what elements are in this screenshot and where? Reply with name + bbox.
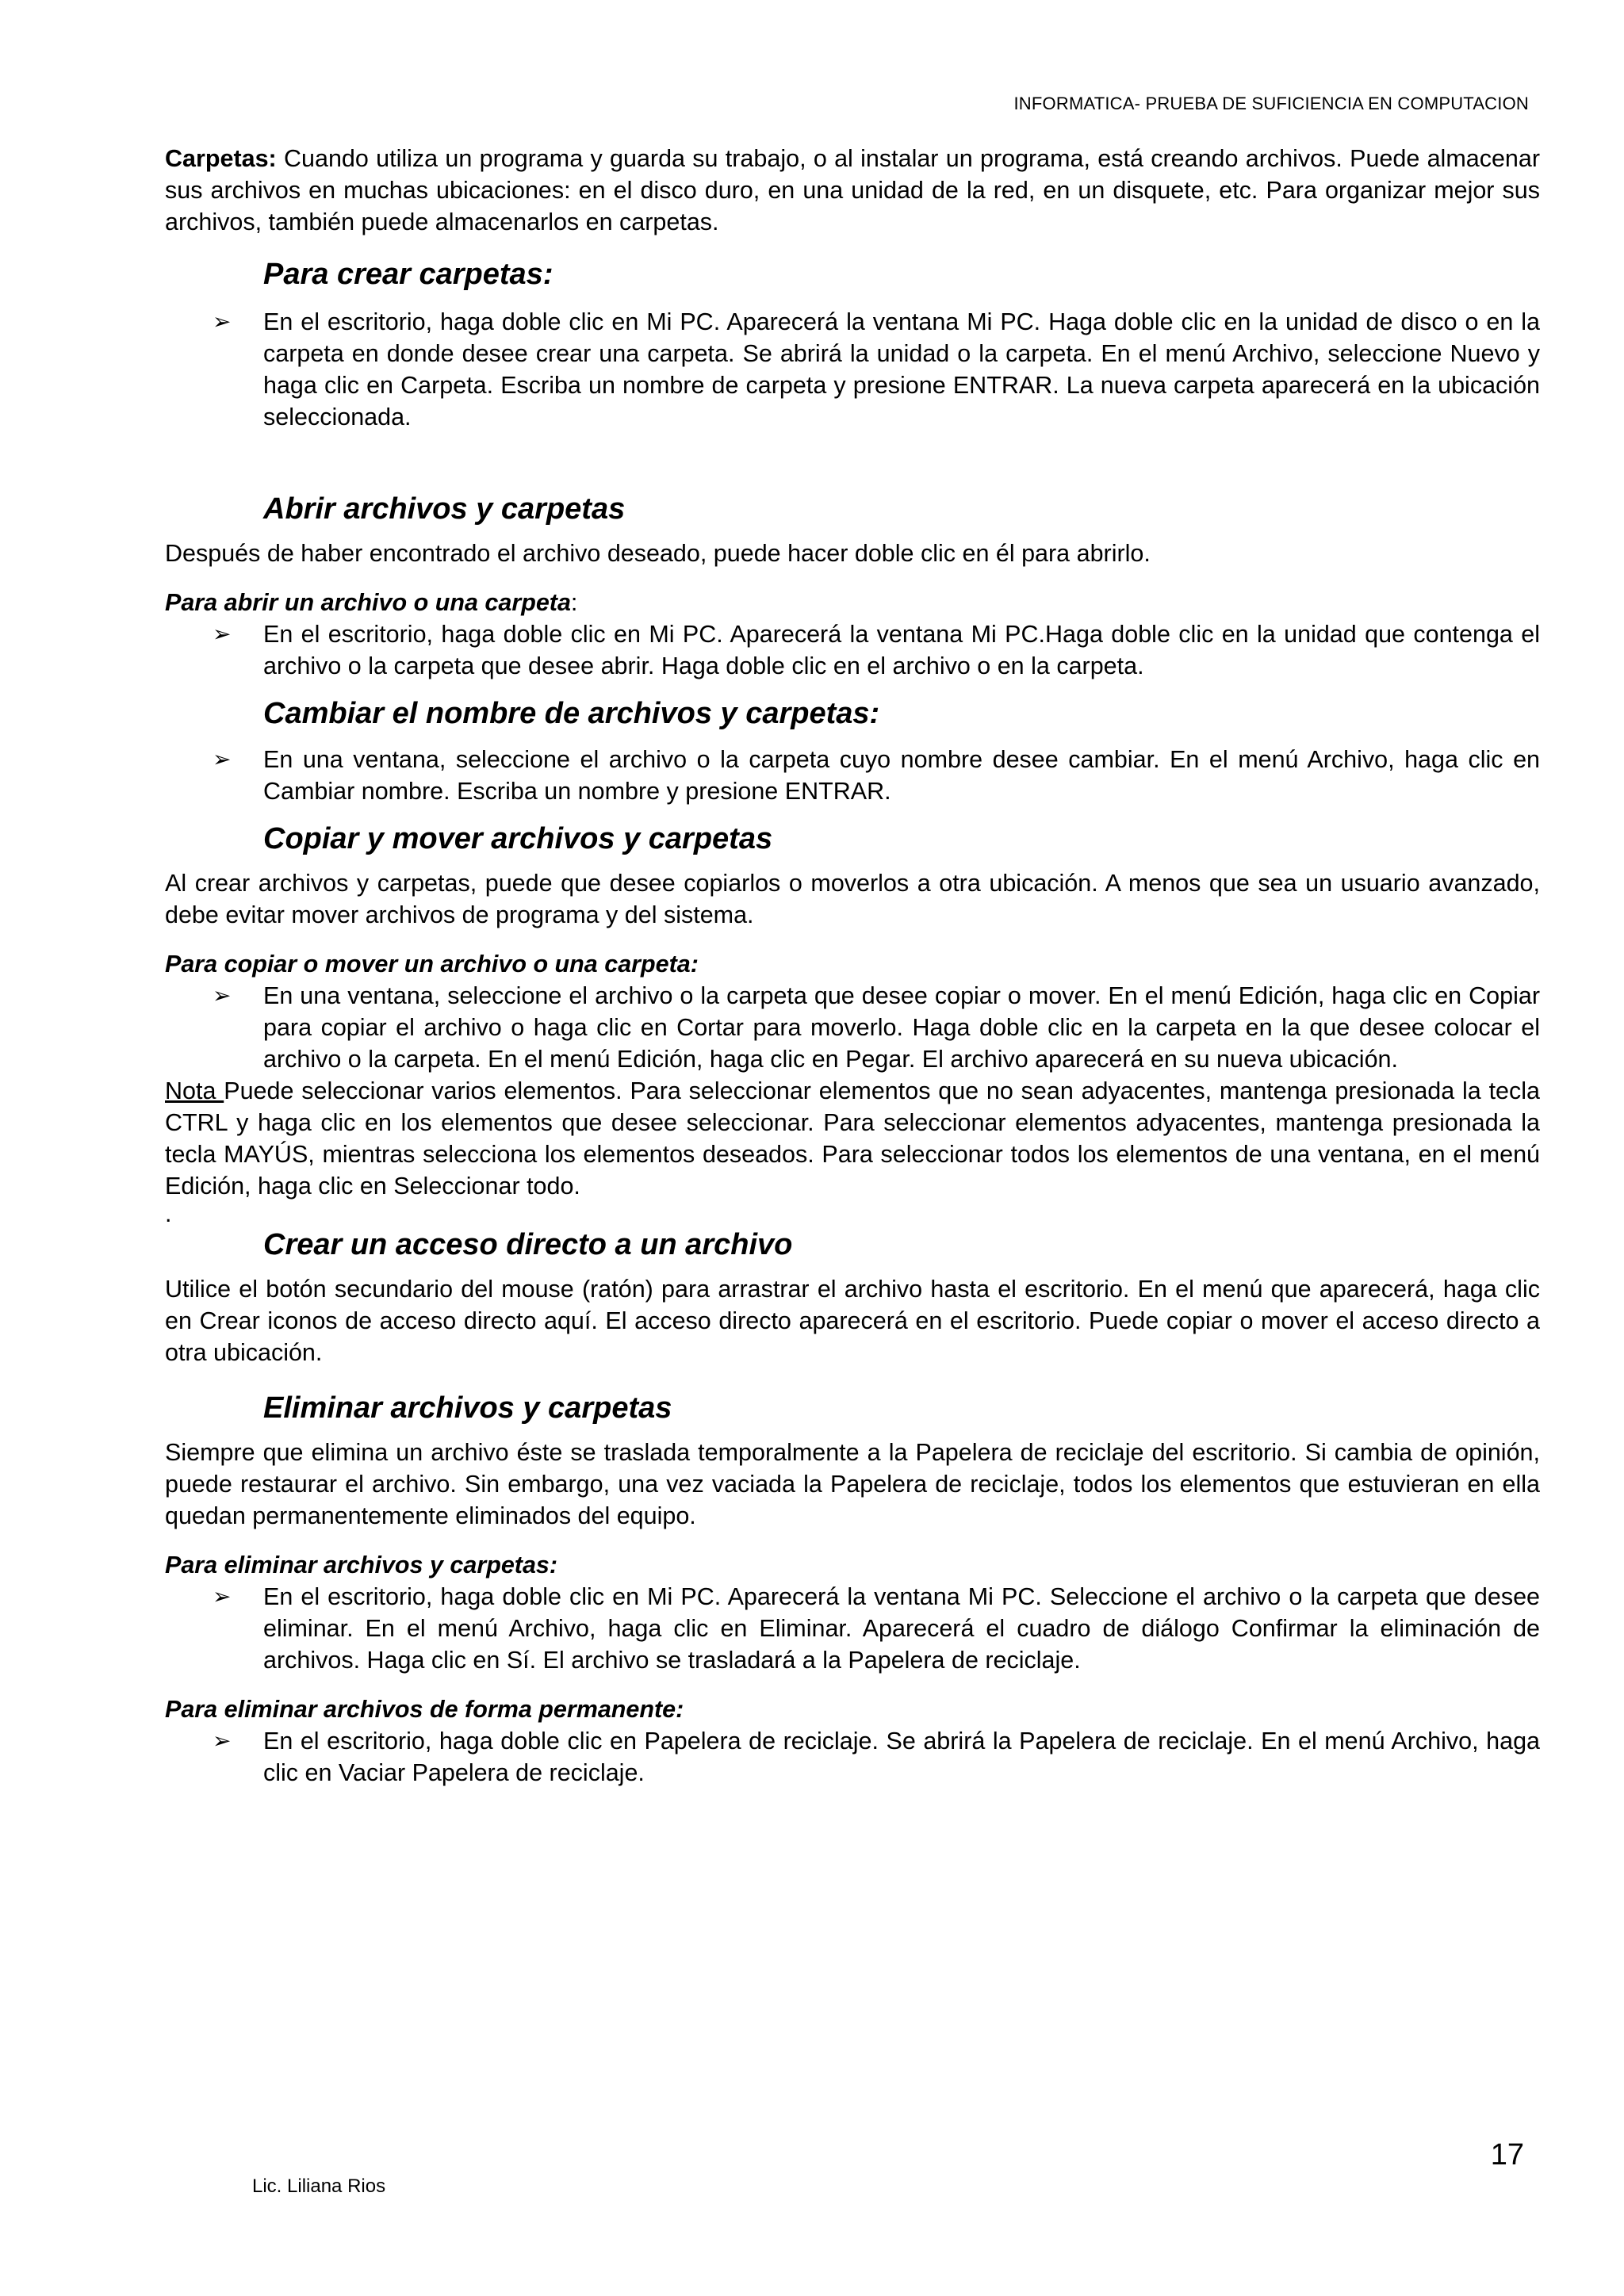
subheading-eliminar: Para eliminar archivos y carpetas: xyxy=(165,1552,558,1578)
heading-crear-carpetas: Para crear carpetas: xyxy=(263,258,553,291)
heading-eliminar: Eliminar archivos y carpetas xyxy=(263,1391,672,1425)
bullet-cambiar xyxy=(165,744,1540,807)
heading-abrir-archivos: Abrir archivos y carpetas xyxy=(263,492,626,526)
bullet-eliminar xyxy=(165,1581,1540,1676)
bullet-text: En el escritorio, haga doble clic en Mi PC. Aparecerá la ventana Mi PC. Seleccione el archivo o la carpeta que desee eliminar. En el menú Archivo, haga clic en Eliminar. Aparecerá el cuadro de diálogo Confirmar la eliminación de archivos. Haga clic en Sí. El archivo se trasladará a la Papelera de reciclaje. xyxy=(263,1583,1540,1674)
note-text: Puede seleccionar varios elementos. Para seleccionar elementos que no sean adyacentes, mantenga presionada la tecla CTRL y haga clic en los elementos que desee seleccionar. Para seleccionar elementos adyacentes, mantenga presionada la tecla MAYÚS, mientras selecciona los elementos deseados. Para seleccionar todos los elementos de una ventana, en el menú Edición, haga clic en Seleccionar todo. xyxy=(165,1077,1540,1200)
page-number: 17 xyxy=(1490,2138,1524,2172)
page-content xyxy=(165,143,1540,1789)
note-paragraph xyxy=(165,1075,1540,1202)
bullet-text: En el escritorio, haga doble clic en Mi PC. Aparecerá la ventana Mi PC. Haga doble clic en la unidad de disco o en la carpeta en donde desee crear una carpeta. Se abrirá la unidad o la carpeta. En el menú Archivo, seleccione Nuevo y haga clic en Carpeta. Escriba un nombre de carpeta y presione ENTRAR. La nueva carpeta aparecerá en la ubicación seleccionada. xyxy=(263,308,1540,430)
copiar-paragraph: Al crear archivos y carpetas, puede que desee copiarlos o moverlos a otra ubicación. A menos que sea un usuario avanzado, debe evitar mover archivos de programa y del sistema. xyxy=(165,870,1540,928)
bullet-crear-carpetas xyxy=(165,306,1540,433)
heading-copiar-mover: Copiar y mover archivos y carpetas xyxy=(263,822,773,855)
intro-term: Carpetas: xyxy=(165,145,277,172)
bullet-text: En el escritorio, haga doble clic en Mi PC. Aparecerá la ventana Mi PC.Haga doble clic en la unidad que contenga el archivo o la carpeta que desee abrir. Haga doble clic en el archivo o en la carpeta. xyxy=(263,621,1540,679)
bullet-text: En una ventana, seleccione el archivo o la carpeta cuyo nombre desee cambiar. En el menú Archivo, haga clic en Cambiar nombre. Escriba un nombre y presione ENTRAR. xyxy=(263,746,1540,805)
subheading-abrir: Para abrir un archivo o una carpeta: xyxy=(165,589,578,616)
running-header: INFORMATICA- PRUEBA DE SUFICIENCIA EN COMPUTACION xyxy=(1013,94,1529,113)
stray-dot: . xyxy=(165,1200,172,1227)
bullet-arrow-icon: ➢ xyxy=(213,1584,232,1609)
abrir-paragraph: Después de haber encontrado el archivo deseado, puede hacer doble clic en él para abrirlo. xyxy=(165,540,1151,567)
heading-cambiar-nombre: Cambiar el nombre de archivos y carpetas: xyxy=(263,697,880,730)
bullet-text: En el escritorio, haga doble clic en Papelera de reciclaje. Se abrirá la Papelera de reciclaje. En el menú Archivo, haga clic en Vaciar Papelera de reciclaje. xyxy=(263,1728,1540,1786)
intro-paragraph xyxy=(165,143,1540,238)
footer-author: Lic. Liliana Rios xyxy=(252,2175,386,2197)
bullet-arrow-icon: ➢ xyxy=(213,983,232,1008)
bullet-text: En una ventana, seleccione el archivo o la carpeta que desee copiar o mover. En el menú Edición, haga clic en Copiar para copiar el archivo o haga clic en Cortar para moverlo. Haga doble clic en la carpeta en la que desee colocar el archivo o la carpeta. En el menú Edición, haga clic en Pegar. El archivo aparecerá en su nueva ubicación. xyxy=(263,982,1540,1073)
bullet-abrir xyxy=(165,618,1540,682)
subheading-eliminar-permanente: Para eliminar archivos de forma permanente: xyxy=(165,1696,684,1723)
bullet-copiar xyxy=(165,980,1540,1075)
note-label: Nota xyxy=(165,1077,224,1104)
eliminar-paragraph: Siempre que elimina un archivo éste se traslada temporalmente a la Papelera de reciclaje del escritorio. Si cambia de opinión, puede restaurar el archivo. Sin embargo, una vez vaciada la Papelera de reciclaje, todos los elementos que estuvieran en ella quedan permanentemente eliminados del equipo. xyxy=(165,1439,1540,1529)
bullet-arrow-icon: ➢ xyxy=(213,747,232,771)
intro-text: Cuando utiliza un programa y guarda su trabajo, o al instalar un programa, está creando archivos. Puede almacenar sus archivos en muchas ubicaciones: en el disco duro, en una unidad de la red, en un disquete, etc. Para organizar mejor sus archivos, también puede almacenarlos en carpetas. xyxy=(165,145,1540,235)
bullet-arrow-icon: ➢ xyxy=(213,622,232,646)
acceso-paragraph: Utilice el botón secundario del mouse (ratón) para arrastrar el archivo hasta el escritorio. En el menú que aparecerá, haga clic en Crear iconos de acceso directo aquí. El acceso directo aparecerá en el escritorio. Puede copiar o mover el acceso directo a otra ubicación. xyxy=(165,1276,1540,1366)
bullet-arrow-icon: ➢ xyxy=(213,1728,232,1753)
subheading-copiar: Para copiar o mover un archivo o una carpeta: xyxy=(165,951,699,978)
heading-acceso-directo: Crear un acceso directo a un archivo xyxy=(263,1228,793,1261)
bullet-eliminar-permanente xyxy=(165,1725,1540,1789)
bullet-arrow-icon: ➢ xyxy=(213,309,232,334)
